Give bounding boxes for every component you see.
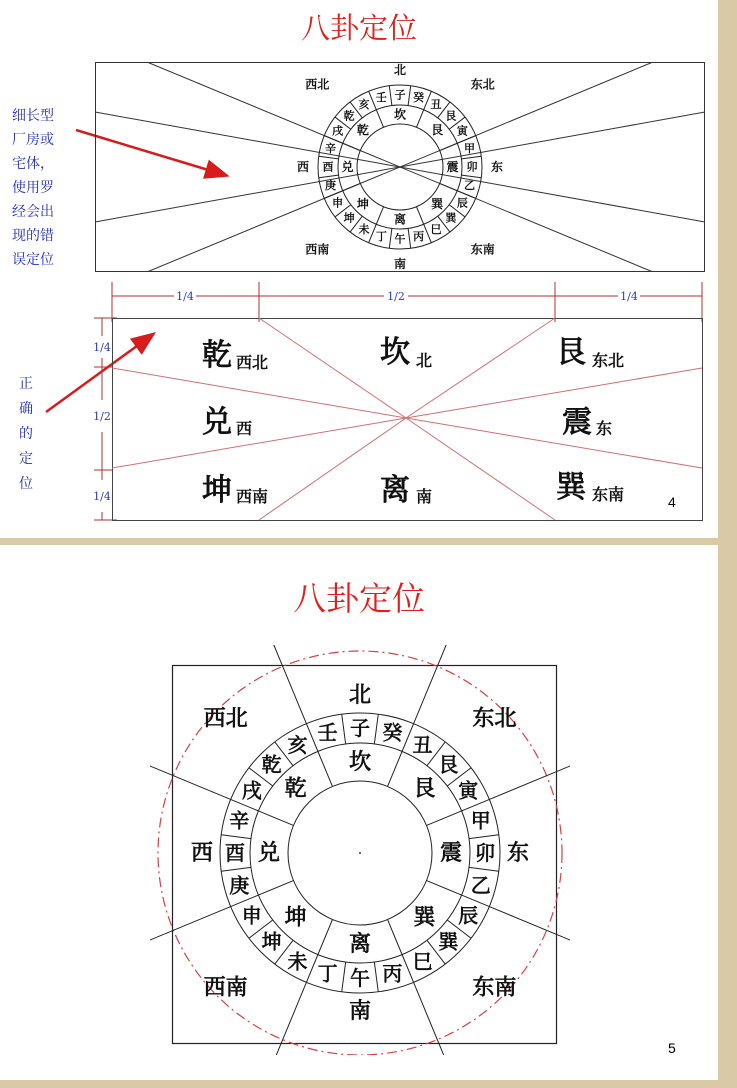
fraction-label: 1/4: [93, 490, 111, 503]
mountain-label: 壬: [317, 720, 338, 745]
note-line: 的: [19, 426, 33, 442]
mountain-label: 午: [394, 232, 406, 246]
mountain-label: 未: [287, 949, 308, 974]
mountain-label: 丑: [412, 732, 433, 757]
trigram-label: 震: [562, 405, 592, 440]
correct-position-diagram: [82, 282, 712, 527]
direction-label: 西北: [305, 77, 330, 92]
mountain-label: 辛: [229, 808, 250, 833]
trigram-label: 巽: [431, 197, 444, 212]
direction-label: 东南: [592, 485, 625, 504]
page-number: 4: [668, 494, 676, 510]
mountain-label: 艮: [438, 752, 459, 777]
direction-label: 北: [416, 351, 433, 370]
direction-label: 西南: [203, 974, 248, 1001]
note-line: 位: [19, 476, 33, 492]
mountain-label: 癸: [382, 720, 403, 745]
mountain-label: 庚: [229, 873, 250, 898]
fraction-label: 1/2: [93, 410, 111, 423]
mountain-label: 卯: [475, 841, 495, 865]
note-line: 经会出: [12, 204, 54, 220]
trigram-label: 坎: [393, 107, 407, 122]
wrong-position-diagram: [95, 62, 705, 272]
direction-label: 西南: [236, 487, 269, 506]
trigram-label: 艮: [431, 122, 444, 137]
trigram-label: 乾: [284, 775, 307, 802]
note-line: 误定位: [12, 252, 54, 268]
direction-label: 北: [348, 682, 372, 708]
trigram-label: 艮: [413, 775, 436, 802]
mountain-label: 丙: [382, 961, 403, 986]
fraction-label: 1/4: [620, 290, 638, 303]
trigram-label: 乾: [356, 122, 369, 137]
mountain-label: 亥: [287, 732, 308, 757]
direction-label: 东北: [470, 77, 495, 92]
mountain-label: 午: [350, 966, 370, 990]
direction-label: 西北: [203, 705, 248, 732]
direction-label: 东南: [470, 242, 495, 257]
mountain-label: 辰: [456, 196, 468, 210]
mountain-label: 坤: [343, 211, 355, 225]
trigram-label: 兑: [257, 840, 281, 866]
trigram-label: 坤: [202, 473, 232, 508]
mountain-label: 巽: [445, 211, 457, 225]
mountain-label: 丑: [430, 98, 442, 112]
note-line: 厂房或: [12, 132, 54, 148]
mountain-label: 未: [358, 222, 370, 236]
trigram-label: 震: [446, 160, 459, 174]
fraction-label: 1/4: [93, 341, 111, 354]
trigram-label: 坤: [356, 197, 369, 212]
note-line: 细长型: [12, 108, 54, 124]
direction-label: 西: [190, 840, 214, 866]
mountain-label: 巳: [430, 222, 442, 236]
slide-title: 八卦定位: [293, 579, 425, 618]
trigram-label: 离: [380, 473, 410, 508]
direction-label: 东北: [472, 705, 517, 732]
mountain-label: 卯: [466, 160, 478, 174]
mountain-label: 寅: [456, 124, 468, 138]
direction-label: 南: [393, 257, 407, 271]
mountain-label: 癸: [413, 90, 425, 104]
mountain-label: 子: [350, 716, 370, 740]
direction-label: 北: [393, 63, 407, 77]
mountain-label: 丁: [375, 230, 387, 244]
compass-large: [150, 645, 570, 1055]
mountain-label: 乙: [464, 179, 476, 193]
mountain-label: 庚: [324, 179, 336, 193]
trigram-label: 坎: [380, 335, 410, 370]
trigram-label: 坎: [348, 749, 372, 775]
fraction-label: 1/2: [387, 290, 405, 303]
trigram-label: 离: [393, 212, 407, 227]
mountain-label: 辰: [458, 903, 479, 928]
direction-label: 东南: [472, 974, 517, 1001]
direction-label: 西: [296, 160, 310, 174]
mountain-label: 壬: [375, 90, 387, 104]
note-line: 定: [19, 451, 33, 467]
direction-label: 西南: [305, 242, 330, 257]
mountain-label: 申: [332, 196, 344, 210]
mountain-label: 巽: [438, 929, 459, 954]
mountain-label: 乾: [343, 109, 355, 123]
direction-label: 东: [490, 160, 504, 174]
direction-label: 东: [506, 840, 530, 866]
slide-title: 八卦定位: [300, 11, 417, 45]
mountain-label: 巳: [412, 949, 433, 974]
trigram-label: 乾: [202, 338, 232, 373]
note-line: 现的错: [12, 228, 54, 244]
fraction-label: 1/4: [176, 290, 194, 303]
slide-4: [0, 0, 718, 538]
slide-5: [0, 545, 718, 1080]
trigram-label: 坤: [284, 904, 307, 931]
mountain-label: 申: [241, 903, 262, 928]
note-line: 确: [19, 401, 33, 417]
trigram-label: 震: [439, 840, 463, 866]
direction-label: 西北: [236, 353, 269, 372]
trigram-label: 兑: [341, 160, 354, 174]
mountain-label: 丁: [317, 961, 338, 986]
direction-label: 南: [416, 487, 433, 506]
mountain-label: 亥: [358, 98, 370, 112]
direction-label: 东: [596, 419, 613, 438]
trigram-label: 巽: [556, 470, 586, 505]
mountain-label: 乙: [470, 873, 491, 898]
compass-diagram: [150, 645, 570, 1055]
trigram-label: 巽: [413, 904, 436, 931]
mountain-label: 艮: [445, 109, 457, 123]
trigram-label: 艮: [556, 335, 586, 370]
mountain-label: 戌: [241, 778, 262, 803]
mountain-label: 甲: [470, 808, 491, 833]
mountain-label: 酉: [225, 841, 245, 865]
trigram-label: 兑: [202, 405, 232, 440]
direction-label: 东北: [592, 351, 625, 370]
direction-label: 西: [236, 419, 253, 438]
compass-small: [297, 63, 503, 271]
note-line: 宅体，: [12, 156, 54, 172]
mountain-label: 坤: [261, 929, 282, 954]
mountain-label: 辛: [324, 141, 336, 155]
mountain-label: 寅: [458, 778, 479, 803]
note-line: 正: [19, 376, 33, 392]
trigram-label: 离: [348, 931, 372, 957]
mountain-label: 甲: [464, 141, 476, 155]
mountain-label: 乾: [261, 752, 282, 777]
mountain-label: 酉: [322, 160, 334, 174]
page-number: 5: [668, 1040, 676, 1056]
direction-label: 南: [348, 998, 372, 1024]
note-line: 使用罗: [12, 180, 54, 196]
mountain-label: 子: [394, 88, 406, 102]
mountain-label: 戌: [332, 124, 344, 138]
mountain-label: 丙: [413, 230, 425, 244]
